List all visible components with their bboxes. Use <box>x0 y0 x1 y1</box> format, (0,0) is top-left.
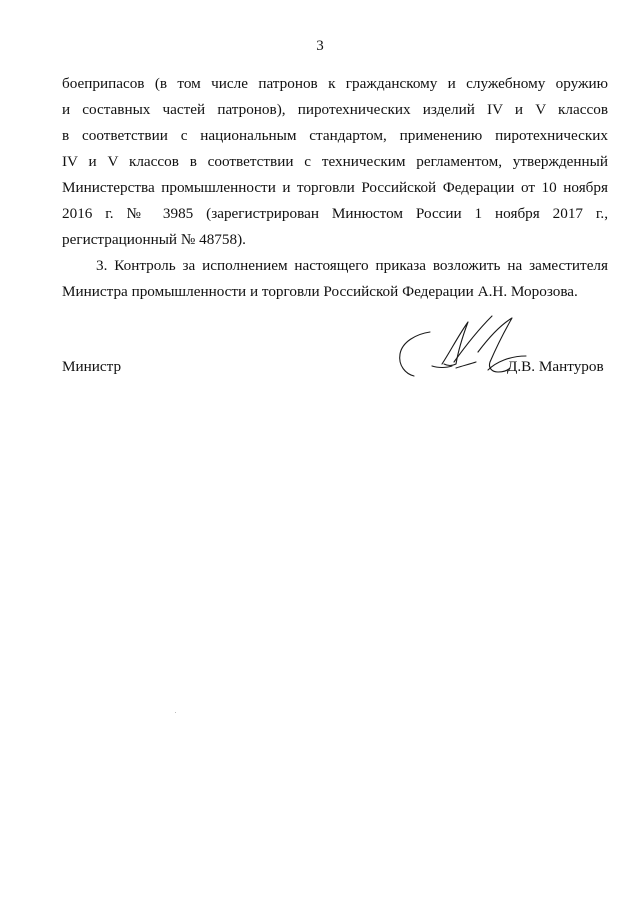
signatory-name: Д.В. Мантуров <box>507 358 604 375</box>
page-number: 3 <box>316 38 324 54</box>
body-line-1: боеприпасов (в том числе патронов к гражданскому и служебному оружию <box>62 75 608 92</box>
scan-speck <box>175 712 176 713</box>
body-line-6: 2016 г. № 3985 (зарегистрирован Минюстом России 1 ноября 2017 г., <box>62 205 608 222</box>
item-3-line-1: 3. Контроль за исполнением настоящего приказа возложить на заместителя <box>96 257 608 274</box>
signatory-title: Министр <box>62 358 122 375</box>
body-line-7: регистрационный № 48758). <box>62 231 246 248</box>
body-line-3: в соответствии с национальным стандартом, применению пиротехнических <box>62 127 608 144</box>
item-3-line-2: Министра промышленности и торговли Российской Федерации А.Н. Морозова. <box>62 283 578 300</box>
body-line-5: Министерства промышленности и торговли Российской Федерации от 10 ноября <box>62 179 608 196</box>
body-line-2: и составных частей патронов), пиротехнических изделий IV и V классов <box>62 101 608 118</box>
body-line-4: IV и V классов в соответствии с техническим регламентом, утвержденный <box>62 153 608 170</box>
